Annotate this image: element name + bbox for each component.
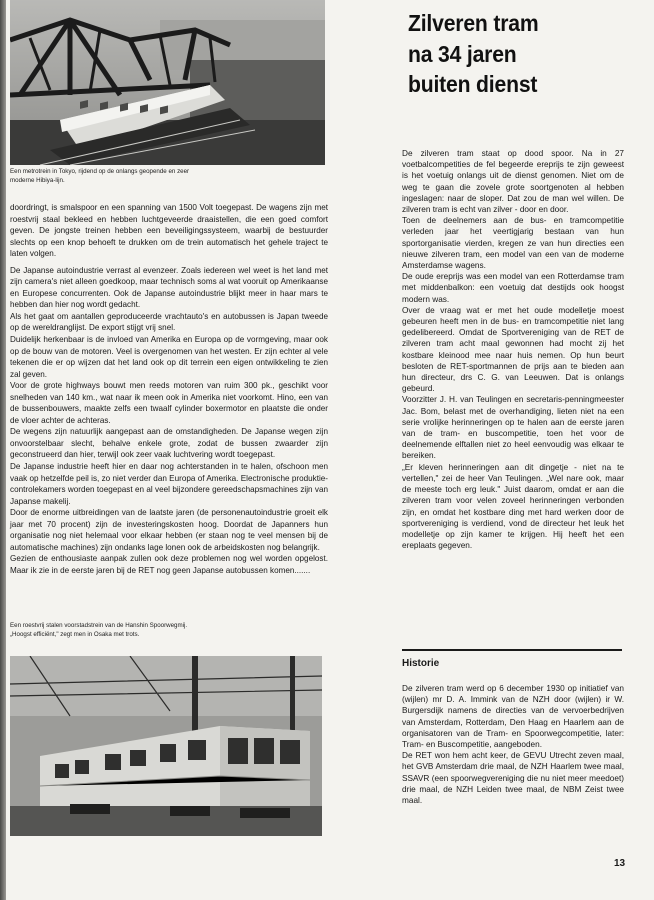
section-heading: Historie — [402, 658, 440, 669]
paragraph: Duidelijk herkenbaar is de invloed van Amerika en Europa op de vormgeving, maar ook op de bouw van de motoren. Veel is overgenomen van het westen. Er zijn echter al vele tekenen die er op wijzen dat het land ook op dit terrein een eigen ontwikkeling te zien zal geven. — [10, 335, 328, 379]
paragraph: Toen de deelnemers aan de bus- en tramcompetitie verleden jaar het veertigjarig bestaan van hun sportorganisatie vierden, kregen ze van hun directies een nieuwe zilveren tram, een model van een van de moderne Amsterdamse wagens. — [402, 216, 624, 271]
hanshin-train-photo — [10, 656, 322, 836]
paragraph: doordringt, is smalspoor en een spanning van 1500 Volt toegepast. De wagens zijn met roestvrij staal bekleed en hebben luchtgeveerde draaistellen, die een goed comfort geven. De jongste treinen hebben een beveiligingssysteem, waarbij de bestuurder slechts op een knop behoeft te drukken om de trein automatisch het gehele traject te laten volgen. — [10, 203, 328, 259]
title-line-2: na 34 jaren — [408, 40, 517, 67]
historie-text — [402, 683, 624, 806]
paragraph: „Er kleven herinneringen aan dit dingetje - niet na te vertellen," zei de heer Van Teulingen. „Wel nare ook, maar de meeste toch erg leuk." Juist daarom, omdat er aan die zilveren tram voor velen zoveel herinneringen verbonden zijn, en omdat het kostbare ding met hard werken door de sportvereniging is verdiend, vond de directeur het leuk het modelletje op zijn kamer te krijgen. Hij heeft het een ereplaats gegeven. — [402, 462, 624, 551]
page-binding-edge — [0, 0, 6, 900]
paragraph: De RET won hem acht keer, de GEVU Utrecht zeven maal, het GVB Amsterdam drie maal, de NZH Haarlem twee maal, SSAVR (een spoorwegvereniging die nu niet meer meedoet) drie maal, de NZH Leiden twee maal, de NBM Zeist twee maal. — [402, 751, 624, 806]
paragraph: Over de vraag wat er met het oude modelletje moest gebeuren heeft men in de bus- en tramcompetitie niet lang gedelibereerd. Omdat de Sportvereniging van de RET de zilveren tram acht maal gewonnen had mocht zij het kostbare kleinood mee naar huis nemen. Op hun beurt besloten de RET-sportmannen de prijs aan te bieden aan hun directeur, drs C. G. van Leeuwen. Dat is onlangs gebeurd. — [402, 305, 624, 394]
paragraph: De oude ereprijs was een model van een Rotterdamse tram met middenbalkon: een voetuig dat destijds ook hoogst modern was. — [402, 272, 624, 304]
paragraph: Gezien de enthousiaste aanpak zullen ook deze problemen nog wel worden opgelost. Maar ik zie in de eerste jaren bij de RET nog geen Japanse autobussen komen....... — [10, 554, 328, 575]
paragraph: De zilveren tram werd op 6 december 1930 op initiatief van (wijlen) mr D. A. Immink van de NZH door (wijlen) ir W. Burgersdijk namens de directies van de vervoerbedrijven van Amsterdam, Rotterdam, Den Haag en Haarlem aan de organisatoren van de Tram- en Spoorwegcompetitie, later: Tram- en Buscompetitie, aangeboden. — [402, 684, 624, 750]
page-number: 13 — [614, 858, 626, 869]
paragraph: De Japanse autoindustrie verrast al evenzeer. Zoals iedereen wel weet is het land met zijn camera's niet alleen goedkoop, maar technisch soms al wat vooruit op Amerikaanse en Europese concurrenten. Ook de Japanse autoindustrie blijkt meer in haar mars te hebben dan hier nog wordt gedacht. — [10, 265, 328, 310]
photo-caption-bottom: Een roestvrij stalen voorstadstrein van de Hanshin Spoorwegmij. „Hoogst efficiënt," zegt men in Osaka met trots. — [10, 622, 188, 638]
paragraph: De Japanse industrie heeft hier en daar nog achterstanden in te halen, ofschoon men vaak op hetzelfde peil is, zo niet verder dan Europa of Amerika. Electronische produktie-controlekamers worden toegepast en al veel bijzondere gereedschapsmachines zijn van Japanse makelij. — [10, 462, 328, 506]
paragraph: Voor de grote highways bouwt men reeds motoren van ruim 300 pk., geschikt voor snelheden van 140 km., wat naar ik meen ook in Amerika niet voorkomt. Hino, een van de bussenbouwers, maakte zelfs een twaalf cylinder boxermotor en plaatste die onder de vloer achter de achteras. — [10, 381, 328, 425]
left-article-text — [10, 202, 328, 577]
metro-train-photo — [10, 0, 325, 165]
title-line-3: buiten dienst — [408, 71, 538, 97]
right-article-text — [402, 148, 624, 551]
paragraph: Door de enorme uitbreidingen van de laatste jaren (de personenautoindustrie groeit elk jaar met 70 procent) zijn de investeringskosten hoog. Doordat de Japanners hun organisatie nog niet helemaal voor elkaar hebben (er staan nog te veel mensen bij de automatische machines) zijn ondanks lage lonen ook de arbeidskosten nog belangrijk. — [10, 508, 328, 552]
article-title — [408, 8, 629, 100]
paragraph: De zilveren tram staat op dood spoor. Na in 27 voetbalcompetities de fel begeerde ereprijs te zijn geweest is het voetuig onlangs uit de dienst genomen. Niet om de weg te gaan die zovele grote soortgenoten al hebben ingeslagen: naar de sloper. Dat zou de man wel willen. De zilveren tram is echt van zilver - door en door. — [402, 149, 624, 215]
section-divider — [402, 649, 622, 651]
photo-caption-top: Een metrotrein in Tokyo, rijdend op de onlangs geopende en zeer moderne Hibiya-lijn. — [10, 168, 190, 184]
title-line-1: Zilveren tram — [408, 10, 539, 36]
paragraph: De wegens zijn natuurlijk aangepast aan de omstandigheden. De Japanse wegen zijn onvoorstelbaar slecht, behalve enkele grote, zodat de bussen zwaarder zijn geconstrueerd dan hier, terwijl ook zeer vaak luchtvering wordt toegepast. — [10, 427, 328, 460]
paragraph: Als het gaat om aantallen geproduceerde vrachtauto's en autobussen is Japan tweede op de wereldranglijst. De export stijgt vrij snel. — [10, 311, 328, 333]
paragraph: Voorzitter J. H. van Teulingen en secretaris-penningmeester Jac. Bom, belast met de overhandiging, lieten niet na een serie vrolijke herinneringen op te halen aan de eerste jaren van de tram- en buscompetitie, toen het voor de deelnemende elftallen niet zo heel eenvoudig was elkaar te bereiken. — [402, 395, 624, 461]
